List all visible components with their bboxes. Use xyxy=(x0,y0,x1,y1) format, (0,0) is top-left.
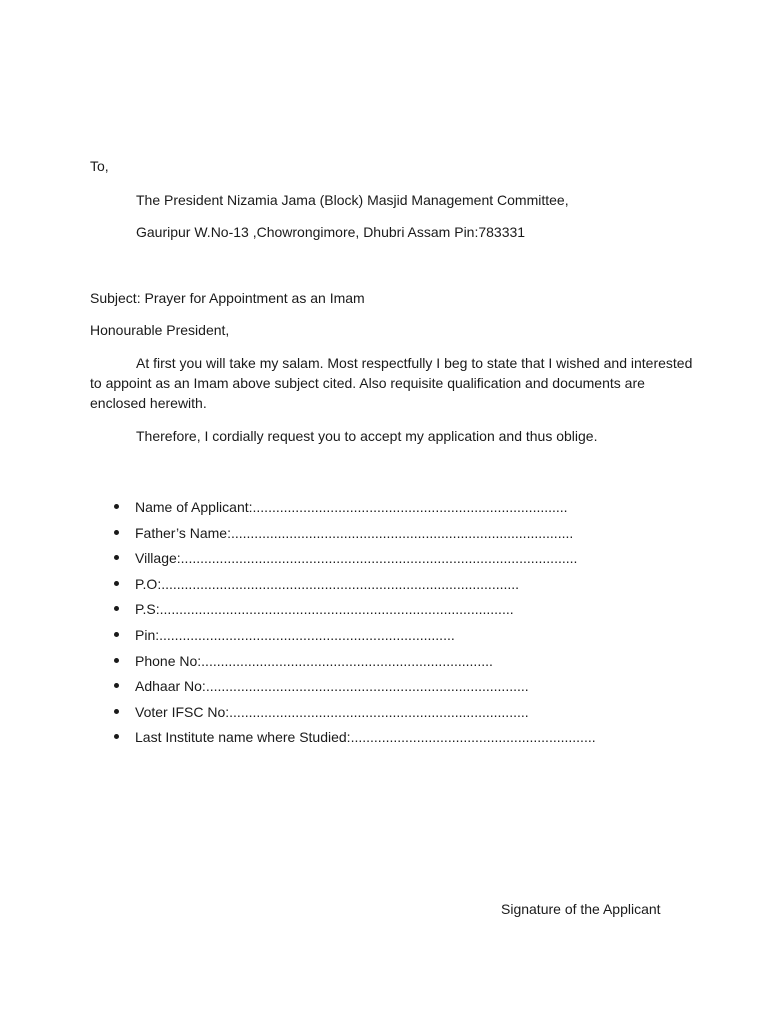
salutation-to: To, xyxy=(90,158,109,174)
greeting: Honourable President, xyxy=(90,322,230,338)
field-label: Last Institute name where Studied:............................................................... xyxy=(135,729,596,746)
bullet-icon xyxy=(114,734,119,739)
field-label: Name of Applicant:................................................................................. xyxy=(135,499,568,515)
body-paragraph-2: Therefore, I cordially request you to accept my application and thus oblige. xyxy=(136,428,598,444)
field-label: Pin:............................................................................ xyxy=(135,626,455,643)
field-label: Voter IFSC No:............................................................................. xyxy=(135,703,529,720)
field-label: P.S:........................................................................................... xyxy=(135,601,514,618)
field-label: P.O:............................................................................................ xyxy=(135,575,520,592)
bullet-icon xyxy=(114,530,119,535)
signature-label: Signature of the Applicant xyxy=(501,901,661,917)
field-label: Adhaar No:................................................................................... xyxy=(135,678,529,695)
bullet-icon xyxy=(114,581,119,586)
bullet-icon xyxy=(114,658,119,663)
field-label: Phone No:........................................................................... xyxy=(135,652,493,669)
recipient-line-2: Gauripur W.No-13 ,Chowrongimore, Dhubri Assam Pin:783331 xyxy=(136,224,526,240)
field-label: Father’s Name:........................................................................................ xyxy=(135,524,574,541)
recipient-line-1: The President Nizamia Jama (Block) Masjid Management Committee, xyxy=(136,192,569,208)
bullet-icon xyxy=(114,632,119,637)
body-paragraph-1: At first you will take my salam. Most respectfully I beg to state that I wished and interested to appoint as an Imam above subject cited. Also requisite qualification and documents are enclosed herewith. xyxy=(90,355,693,411)
bullet-icon xyxy=(114,683,119,688)
subject-line: Subject: Prayer for Appointment as an Imam xyxy=(90,290,365,306)
bullet-icon xyxy=(114,555,119,560)
bullet-icon xyxy=(114,709,119,714)
bullet-icon xyxy=(114,504,119,509)
bullet-icon xyxy=(114,606,119,611)
field-label: Village:...................................................................................................... xyxy=(135,550,578,567)
